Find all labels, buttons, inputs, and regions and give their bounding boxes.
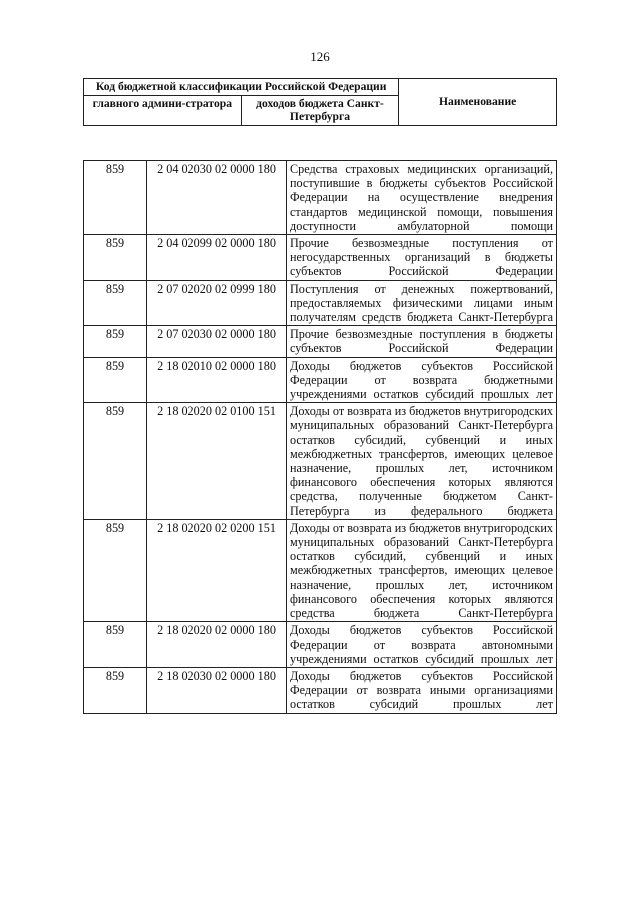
header-group-title: Код бюджетной классификации Российской Федерации [84, 79, 399, 96]
cell-name: Поступления от денежных пожертвований, предоставляемых физическими лицами иным получателям средств бюджета Санкт-Петербурга [287, 280, 557, 326]
cell-admin: 859 [84, 357, 147, 403]
table-row [84, 622, 557, 668]
page-number: 126 [310, 49, 330, 64]
cell-admin: 859 [84, 235, 147, 281]
classification-table [83, 160, 557, 714]
cell-name: Доходы от возврата из бюджетов внутригородских муниципальных образований Санкт-Петербурга остатков субсидий, субвенций и иных межбюджетных трансфертов, имеющих целевое назначение, прошлых лет, источником финансового обеспечения которых являются средства, полученные бюджетом Санкт-Петербурга из федерального бюджета [287, 403, 557, 520]
table-row [84, 403, 557, 520]
table-row [84, 667, 557, 713]
cell-admin: 859 [84, 403, 147, 520]
table-body [84, 161, 557, 714]
cell-code: 2 18 02010 02 0000 180 [147, 357, 287, 403]
cell-admin: 859 [84, 326, 147, 357]
table-row [84, 519, 557, 621]
header-col-name: Наименование [399, 79, 557, 126]
cell-code: 2 18 02030 02 0000 180 [147, 667, 287, 713]
cell-code: 2 18 02020 02 0200 151 [147, 519, 287, 621]
cell-admin: 859 [84, 667, 147, 713]
cell-admin: 859 [84, 280, 147, 326]
cell-name: Прочие безвозмездные поступления в бюджеты субъектов Российской Федерации [287, 326, 557, 357]
cell-admin: 859 [84, 519, 147, 621]
table-row [84, 235, 557, 281]
cell-code: 2 04 02030 02 0000 180 [147, 161, 287, 235]
cell-name: Прочие безвозмездные поступления от негосударственных организаций в бюджеты субъектов Российской Федерации [287, 235, 557, 281]
cell-admin: 859 [84, 622, 147, 668]
cell-name: Доходы от возврата из бюджетов внутригородских муниципальных образований Санкт-Петербурга остатков субсидий, субвенций и иных межбюджетных трансфертов, имеющих целевое назначение, прошлых лет, источником финансового обеспечения которых являются средства бюджета Санкт-Петербурга [287, 519, 557, 621]
header-col-income: доходов бюджета Санкт-Петербурга [241, 95, 399, 125]
table-header [83, 78, 557, 126]
table-row [84, 326, 557, 357]
cell-admin: 859 [84, 161, 147, 235]
cell-code: 2 18 02020 02 0100 151 [147, 403, 287, 520]
table-row [84, 161, 557, 235]
cell-name: Доходы бюджетов субъектов Российской Федерации от возврата автономными учреждениями остатков субсидий прошлых лет [287, 622, 557, 668]
cell-code: 2 18 02020 02 0000 180 [147, 622, 287, 668]
cell-name: Средства страховых медицинских организаций, поступившие в бюджеты субъектов Российской Федерации на осуществление внедрения стандартов медицинской помощи, повышения доступности амбулаторной помощи [287, 161, 557, 235]
table-row [84, 357, 557, 403]
cell-name: Доходы бюджетов субъектов Российской Федерации от возврата иными организациями остатков субсидий прошлых лет [287, 667, 557, 713]
cell-code: 2 07 02020 02 0999 180 [147, 280, 287, 326]
table-row [84, 280, 557, 326]
cell-code: 2 07 02030 02 0000 180 [147, 326, 287, 357]
header-col-admin: главного админи-стратора [84, 95, 242, 125]
cell-code: 2 04 02099 02 0000 180 [147, 235, 287, 281]
cell-name: Доходы бюджетов субъектов Российской Федерации от возврата бюджетными учреждениями остатков субсидий прошлых лет [287, 357, 557, 403]
